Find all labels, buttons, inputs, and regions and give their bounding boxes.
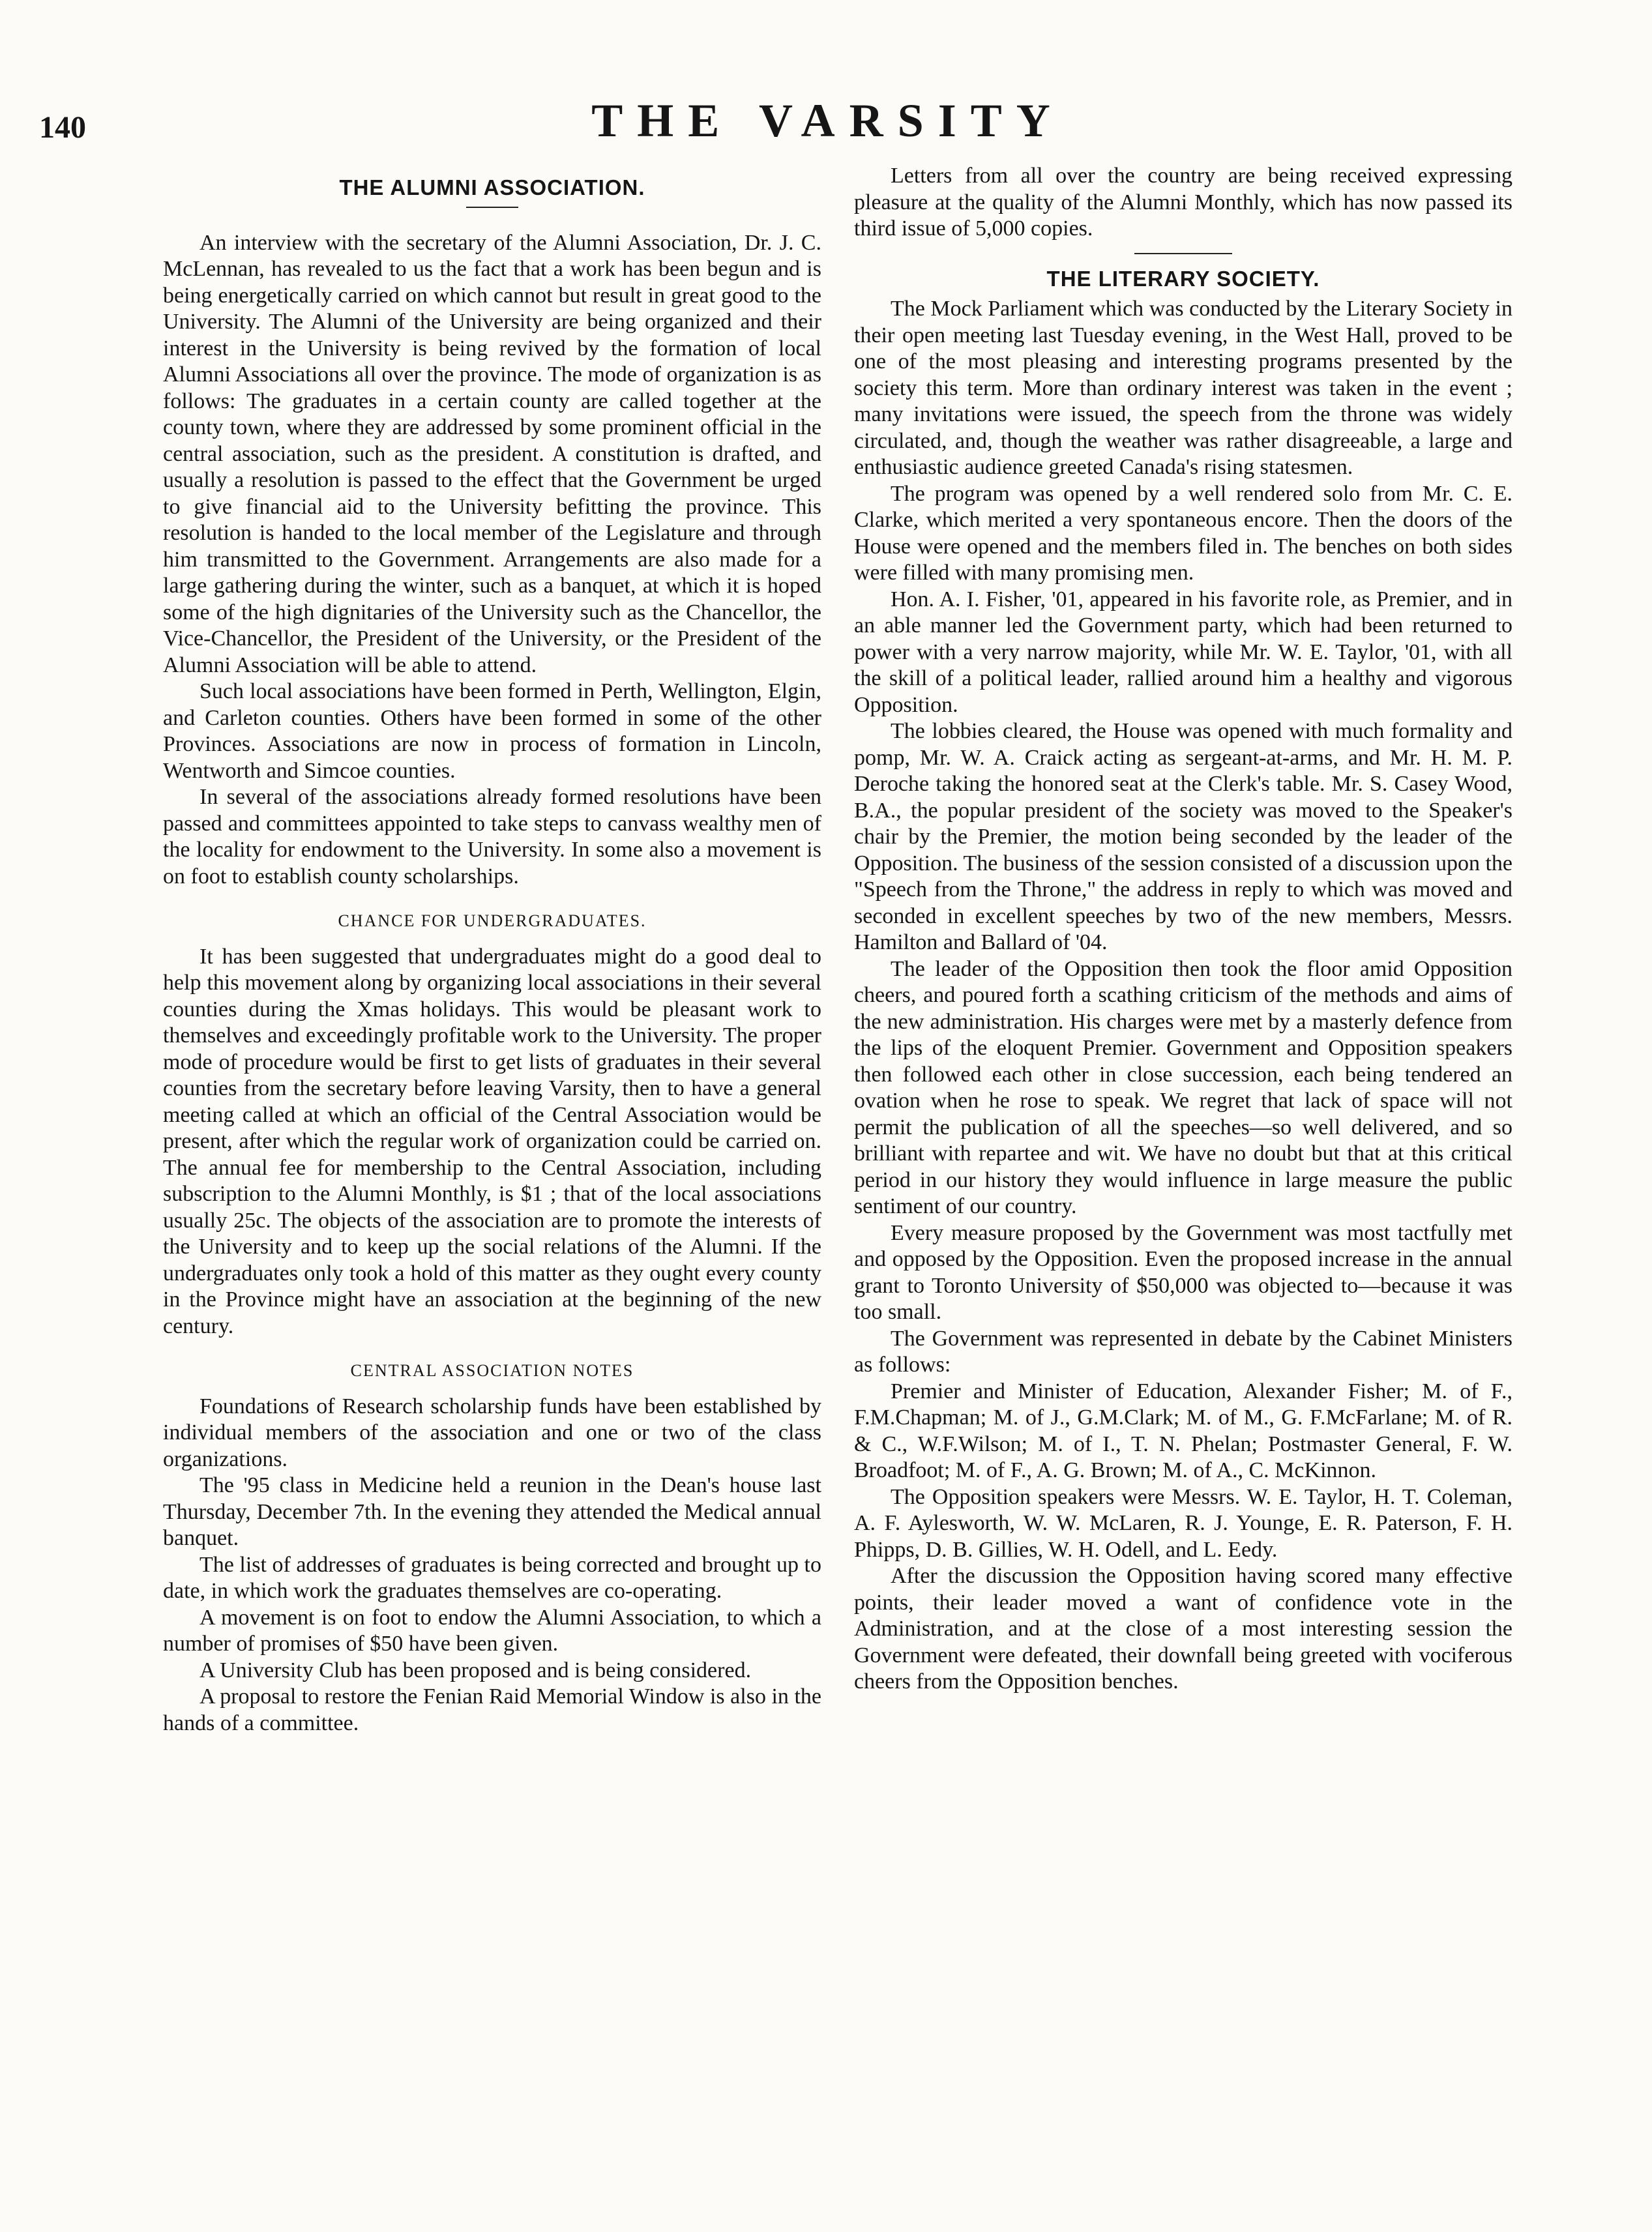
masthead: THE VARSITY	[591, 95, 1065, 147]
paragraph: The Mock Parliament which was conducted by the Literary Society in their open meeting last Tuesday evening, in the West Hall, proved to be one of the most pleasing and interesting programs presented by the society this term. More than ordinary interest was taken in the event ; many invitations were issued, the speech from the throne was widely circulated, and, though the weather was rather disagreeable, a large and enthusiastic audience greeted Canada's rising statesmen.	[854, 297, 1512, 479]
paragraph: Every measure proposed by the Government was most tactfully met and opposed by the Opposition. Even the proposed increase in the annual grant to Toronto University of $50,000 was objected to—because it was too small.	[854, 1220, 1512, 1324]
paragraph: The leader of the Opposition then took the floor amid Opposition cheers, and poured forth a scathing criticism of the methods and aims of the new administration. His charges were met by a masterly defence from the lips of the eloquent Premier. Government and Opposition speakers then followed each other in close succession, each being tendered an ovation when he rose to speak. We regret that lack of space will not permit the publication of all the speeches—so well delivered, and so brilliant with repartee and wit. We have no doubt but that at this critical period in our history they would influence in large measure the public sentiment of our country.	[854, 956, 1512, 1218]
title-rule	[466, 207, 518, 208]
paragraph: The '95 class in Medicine held a reunion in the Dean's house last Thursday, December 7th. In the evening they attended the Medical annual banquet.	[163, 1473, 821, 1550]
paragraph: Hon. A. I. Fisher, '01, appeared in his favorite role, as Premier, and in an able manner led the Government party, which had been returned to power with a very narrow majority, while Mr. W. E. Taylor, '01, with all the skill of a political leader, rallied around him a healthy and vigorous Opposition.	[854, 587, 1512, 717]
paragraph: An interview with the secretary of the Alumni Association, Dr. J. C. McLennan, has revealed to us the fact that a work has been begun and is being energetically carried on which cannot but result in great good to the University. The Alumni of the University are being organized and their interest in the University is being revived by the formation of local Alumni Associations all over the province. The mode of organization is as follows: The graduates in a certain county are called together at the county town, where they are addressed by some prominent official in the central association, such as the president. A constitution is drafted, and usually a resolution is passed to the effect that the Government be urged to give financial aid to the University befitting the province. This resolution is handed to the local member of the Legislature and through him transmitted to the Government. Arrangements are also made for a large gathering during the winter, such as a banquet, at which it is hoped some of the high dignitaries of the University such as the Chancellor, the Vice-Chancellor, the President of the University, or the President of the Alumni Association will be able to attend.	[163, 230, 821, 677]
lead-paragraph: Letters from all over the country are being received expressing pleasure at the quality of the Alumni Monthly, which has now passed its third issue of 5,000 copies.	[854, 164, 1512, 241]
literary-society-title: THE LITERARY SOCIETY.	[1046, 266, 1320, 291]
paragraph: After the discussion the Opposition having scored many effective points, their leader moved a want of confidence vote in the Administration, and at the close of a most interesting session the Government were defeated, their downfall being greeted with vociferous cheers from the Opposition benches.	[854, 1564, 1512, 1694]
paragraph: A University Club has been proposed and is being considered.	[199, 1658, 752, 1682]
paragraph: Foundations of Research scholarship funds have been established by individual members of the association and one or two of the class organizations.	[163, 1394, 821, 1471]
page-number: 140	[39, 110, 86, 145]
paragraph: It has been suggested that undergraduates might do a good deal to help this movement along by organizing local associations in their several counties during the Xmas holidays. This would be pleasant work to themselves and exceedingly profitable work to the University. The proper mode of procedure would be first to get lists of graduates in their several counties from the secretary before leaving Varsity, then to have a general meeting called at which an official of the Central Association would be present, after which the regular work of organization could be carried on. The annual fee for membership to the Central Association, including subscription to the Alumni Monthly, is $1 ; that of the local associations usually 25c. The objects of the association are to promote the interests of the University and to keep up the social relations of the Alumni. If the undergraduates only took a hold of this matter as they ought every county in the Province might have an association at the beginning of the new century.	[163, 944, 821, 1338]
paragraph: The lobbies cleared, the House was opened with much formality and pomp, Mr. W. A. Craick acting as sergeant-at-arms, and Mr. H. M. P. Deroche taking the honored seat at the Clerk's table. Mr. S. Casey Wood, B.A., the popular president of the society was moved to the Speaker's chair by the Premier, the motion being seconded by the leader of the Opposition. The business of the session consisted of a discussion upon the "Speech from the Throne," the address in reply to which was moved and seconded in excellent speeches by two of the new members, Messrs. Hamilton and Ballard of '04.	[854, 719, 1512, 954]
paragraph: Such local associations have been formed in Perth, Wellington, Elgin, and Carleton counties. Others have been formed in some of the other Provinces. Associations are now in process of formation in Lincoln, Wentworth and Simcoe counties.	[163, 679, 821, 783]
paragraph: The Government was represented in debate by the Cabinet Ministers as follows:	[854, 1326, 1512, 1377]
subheading-central-notes: CENTRAL ASSOCIATION NOTES	[350, 1361, 634, 1380]
paragraph: A proposal to restore the Fenian Raid Memorial Window is also in the hands of a committee.	[163, 1684, 821, 1735]
alumni-association-title: THE ALUMNI ASSOCIATION.	[339, 175, 645, 199]
subheading-undergraduates: CHANCE FOR UNDERGRADUATES.	[338, 911, 647, 930]
paragraph: In several of the associations already formed resolutions have been passed and committees appointed to take steps to canvass wealthy men of the locality for endowment to the University. In some also a movement is on foot to establish county scholarships.	[163, 785, 821, 888]
paragraph: The program was opened by a well rendered solo from Mr. C. E. Clarke, which merited a very spontaneous encore. Then the doors of the House were opened and the members filed in. The benches on both sides were filled with many promising men.	[854, 481, 1512, 585]
section-rule	[1134, 253, 1232, 254]
paragraph: Premier and Minister of Education, Alexander Fisher; M. of F., F.M.Chapman; M. of J., G.M.Clark; M. of M., G. F.McFarlane; M. of R. & C., W.F.Wilson; M. of I., T. N. Phelan; Postmaster General, F. W. Broadfoot; M. of F., A. G. Brown; M. of A., C. McKinnon.	[854, 1379, 1512, 1482]
paragraph: The list of addresses of graduates is being corrected and brought up to date, in which work the graduates themselves are co-operating.	[163, 1552, 821, 1603]
paragraph: The Opposition speakers were Messrs. W. E. Taylor, H. T. Coleman, A. F. Aylesworth, W. W. McLaren, R. J. Younge, E. R. Paterson, F. H. Phipps, D. B. Gillies, W. H. Odell, and L. Eedy.	[854, 1484, 1512, 1562]
right-column	[854, 163, 1512, 1696]
paragraph: A movement is on foot to endow the Alumni Association, to which a number of promises of $50 have been given.	[163, 1605, 821, 1656]
left-column	[163, 163, 821, 1737]
